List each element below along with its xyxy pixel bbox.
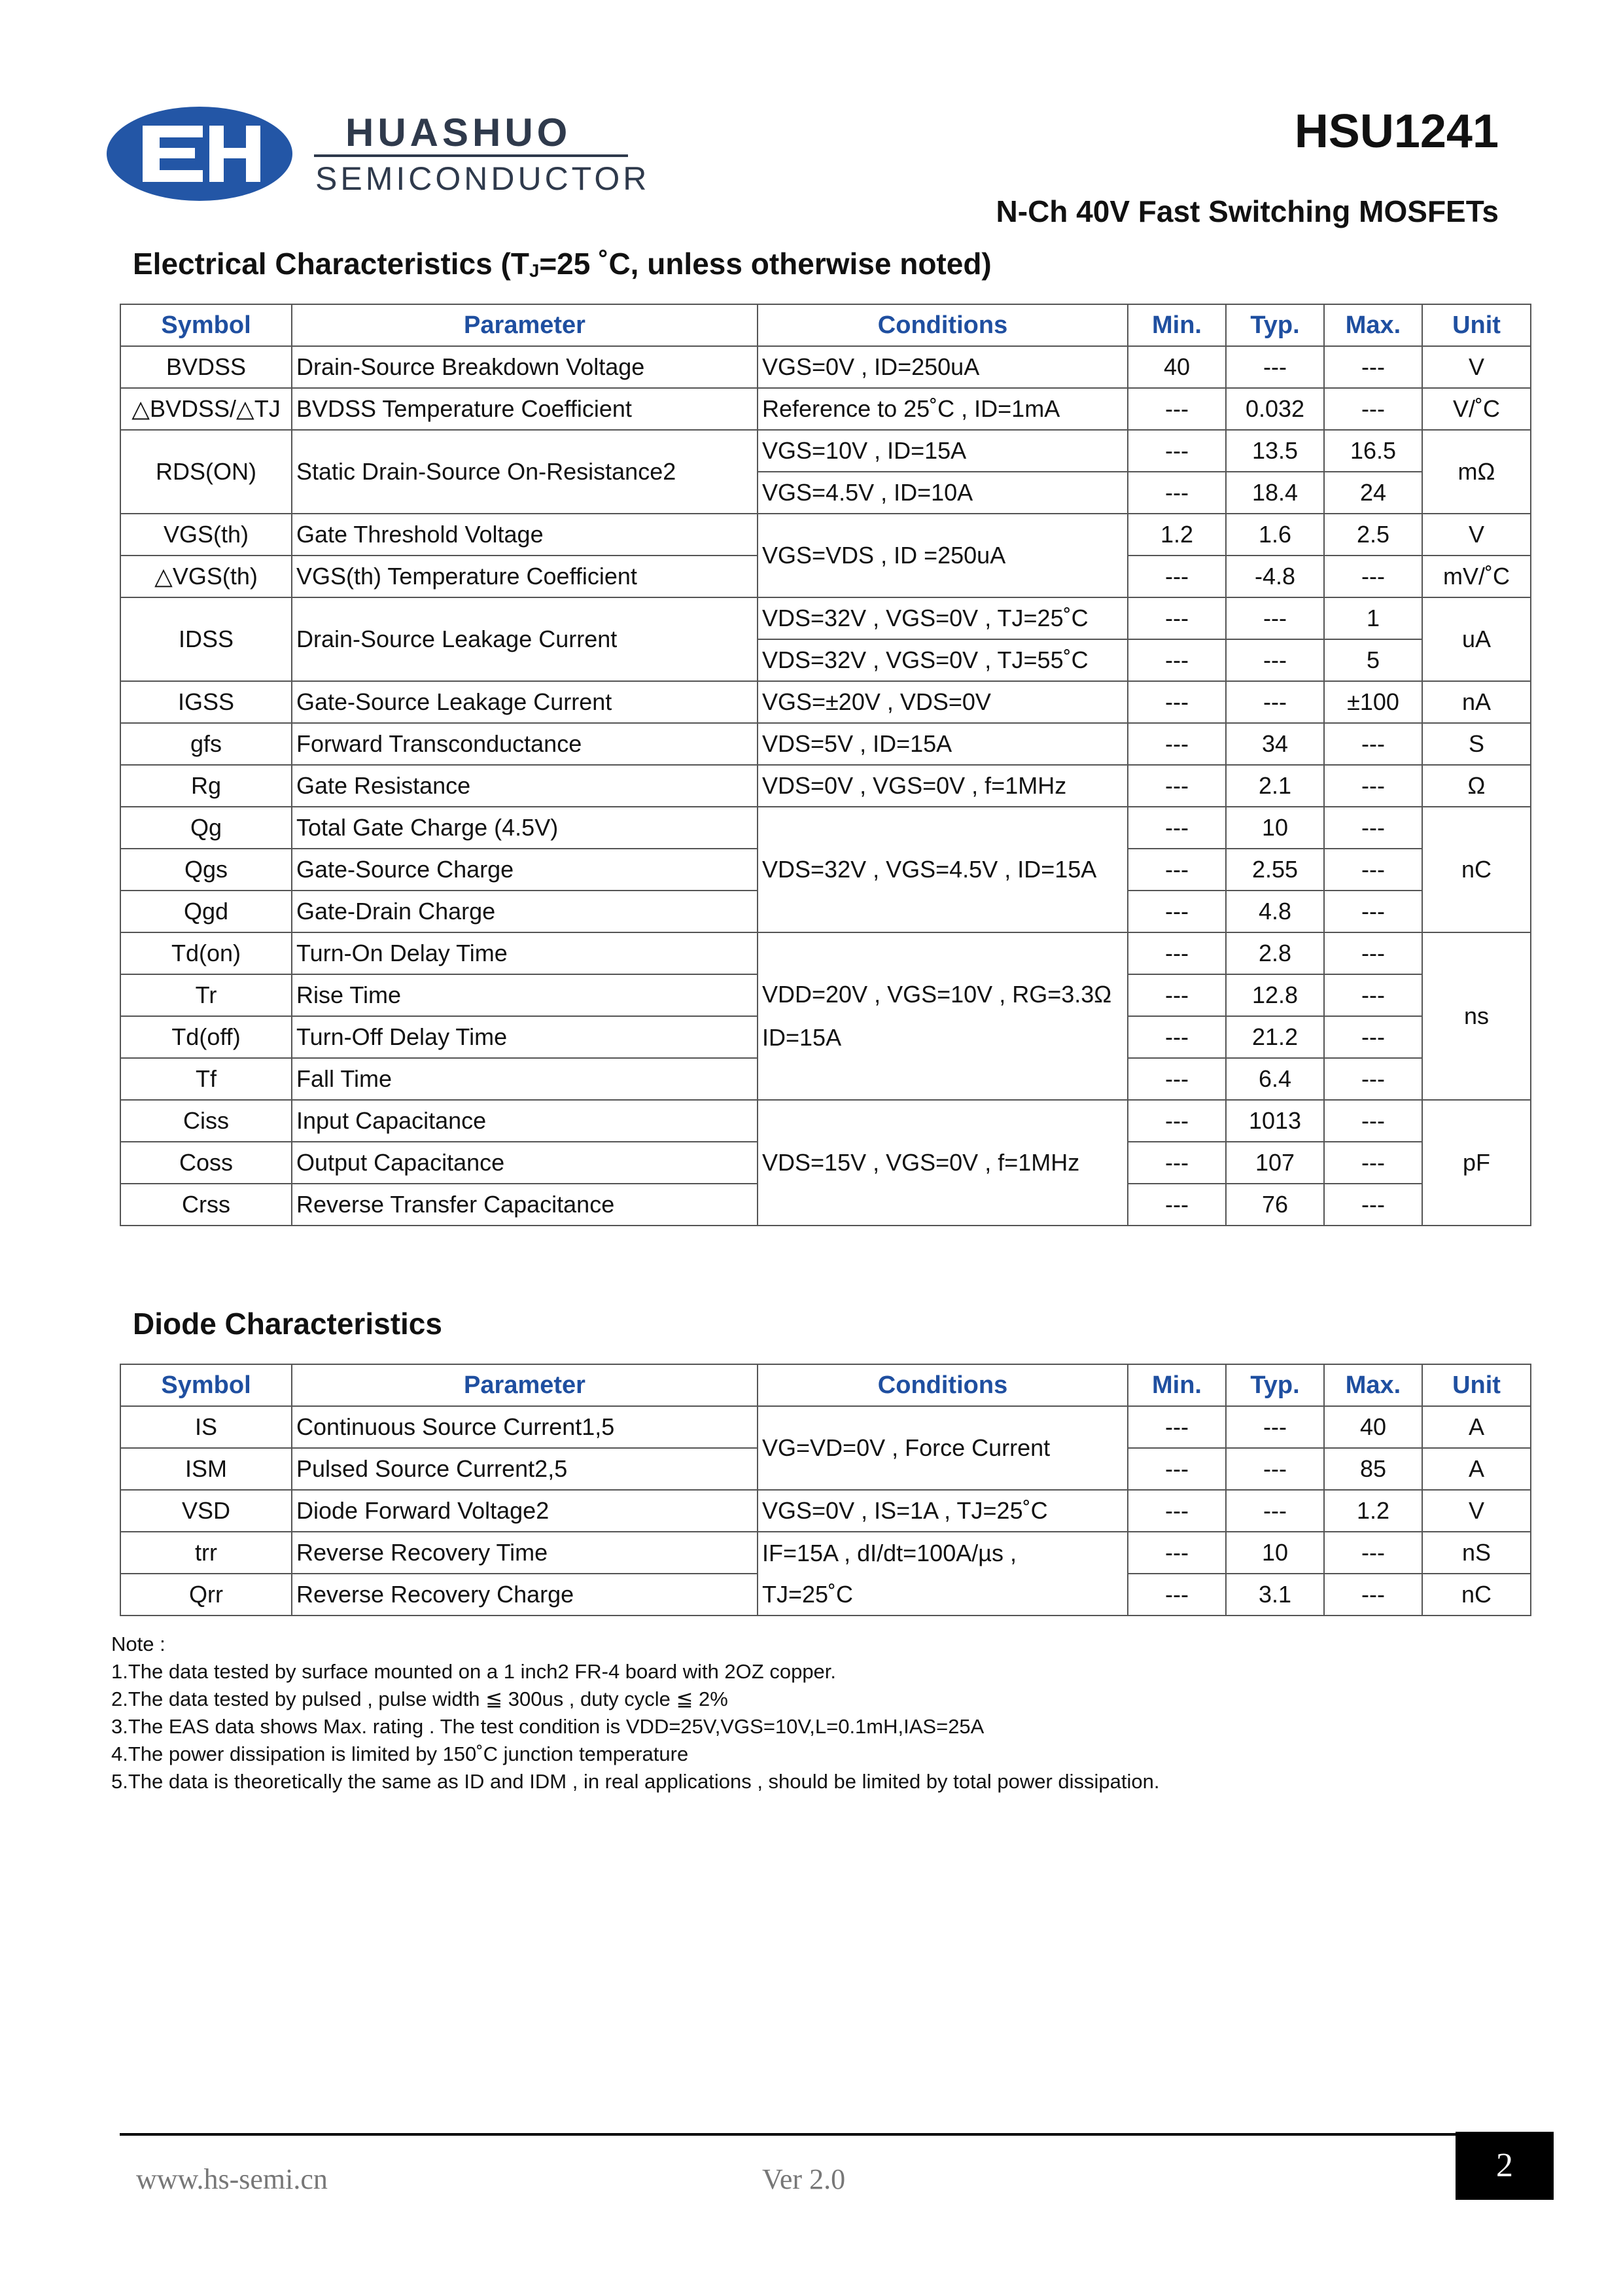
typ-cell: 3.1	[1226, 1574, 1324, 1616]
table-row	[120, 723, 1531, 765]
max-cell: 1.2	[1324, 1490, 1422, 1532]
typ-cell: 1.6	[1226, 514, 1324, 556]
unit-cell: nS	[1422, 1532, 1531, 1574]
symbol-cell: Qgs	[120, 849, 292, 891]
min-cell: ---	[1128, 1490, 1226, 1532]
min-cell: ---	[1128, 1142, 1226, 1184]
max-cell: ---	[1324, 932, 1422, 974]
min-cell: ---	[1128, 807, 1226, 849]
min-cell: ---	[1128, 1016, 1226, 1058]
unit-cell: nA	[1422, 681, 1531, 723]
max-cell: 2.5	[1324, 514, 1422, 556]
table-row	[120, 932, 1531, 974]
brand-subtitle: SEMICONDUCTOR	[315, 160, 650, 197]
parameter-cell: Reverse Transfer Capacitance	[292, 1184, 758, 1226]
symbol-cell: Tr	[120, 974, 292, 1016]
huashuo-logo-icon	[105, 105, 294, 203]
min-cell: ---	[1128, 723, 1226, 765]
typ-cell: 76	[1226, 1184, 1324, 1226]
symbol-cell: IDSS	[120, 597, 292, 681]
symbol-cell: △VGS(th)	[120, 556, 292, 597]
unit-cell: S	[1422, 723, 1531, 765]
typ-cell: 4.8	[1226, 891, 1324, 932]
unit-cell: mΩ	[1422, 430, 1531, 514]
parameter-cell: VGS(th) Temperature Coefficient	[292, 556, 758, 597]
electrical-table	[120, 304, 1531, 1226]
symbol-cell: gfs	[120, 723, 292, 765]
col-header: Min.	[1128, 1364, 1226, 1406]
symbol-cell: Td(on)	[120, 932, 292, 974]
note-item: 4.The power dissipation is limited by 150˚C junction temperature	[111, 1742, 689, 1765]
typ-cell: 13.5	[1226, 430, 1324, 472]
min-cell: ---	[1128, 430, 1226, 472]
symbol-cell: ISM	[120, 1448, 292, 1490]
min-cell: ---	[1128, 1100, 1226, 1142]
unit-cell: A	[1422, 1406, 1531, 1448]
unit-cell: V/˚C	[1422, 388, 1531, 430]
typ-cell: -4.8	[1226, 556, 1324, 597]
symbol-cell: IS	[120, 1406, 292, 1448]
table-row	[120, 1574, 1531, 1616]
parameter-cell: Turn-On Delay Time	[292, 932, 758, 974]
conditions-cell: VG=VD=0V , Force Current	[758, 1406, 1128, 1490]
min-cell: ---	[1128, 765, 1226, 807]
typ-cell: 107	[1226, 1142, 1324, 1184]
min-cell: ---	[1128, 1448, 1226, 1490]
symbol-cell: Qg	[120, 807, 292, 849]
footer-divider	[120, 2133, 1456, 2136]
min-cell: ---	[1128, 388, 1226, 430]
min-cell: ---	[1128, 932, 1226, 974]
table-row	[120, 1406, 1531, 1448]
table-row	[120, 346, 1531, 388]
table-row	[120, 514, 1531, 556]
max-cell: ---	[1324, 765, 1422, 807]
min-cell: ---	[1128, 639, 1226, 681]
typ-cell: 10	[1226, 1532, 1324, 1574]
max-cell: ---	[1324, 723, 1422, 765]
table-header-row	[120, 304, 1531, 346]
table-row	[120, 681, 1531, 723]
symbol-cell: VSD	[120, 1490, 292, 1532]
max-cell: ---	[1324, 1574, 1422, 1616]
max-cell: ---	[1324, 1058, 1422, 1100]
max-cell: ---	[1324, 1142, 1422, 1184]
col-header: Min.	[1128, 304, 1226, 346]
max-cell: 5	[1324, 639, 1422, 681]
max-cell: ---	[1324, 388, 1422, 430]
unit-cell: uA	[1422, 597, 1531, 681]
table-header-row	[120, 1364, 1531, 1406]
typ-cell: ---	[1226, 1448, 1324, 1490]
col-header: Unit	[1422, 304, 1531, 346]
symbol-cell: Qrr	[120, 1574, 292, 1616]
col-header: Unit	[1422, 1364, 1531, 1406]
unit-cell: V	[1422, 514, 1531, 556]
min-cell: ---	[1128, 1574, 1226, 1616]
max-cell: ---	[1324, 556, 1422, 597]
electrical-section-title: Electrical Characteristics ($T_J=25$ ˚C, unless otherwise noted)	[133, 247, 992, 281]
max-cell: ±100	[1324, 681, 1422, 723]
note-item: 3.The EAS data shows Max. rating . The test condition is VDD=25V,VGS=10V,L=0.1mH,IAS=25A	[111, 1715, 985, 1738]
parameter-cell: Gate-Source Leakage Current	[292, 681, 758, 723]
conditions-line: ID=15A	[762, 1024, 842, 1051]
conditions-cell: VDS=32V , VGS=0V , TJ=55˚C	[758, 639, 1128, 681]
unit-cell: nC	[1422, 807, 1531, 932]
typ-cell: 34	[1226, 723, 1324, 765]
col-header: Typ.	[1226, 1364, 1324, 1406]
typ-cell: ---	[1226, 346, 1324, 388]
table-row	[120, 1100, 1531, 1142]
symbol-cell: Td(off)	[120, 1016, 292, 1058]
max-cell: ---	[1324, 1532, 1422, 1574]
table-row	[120, 807, 1531, 849]
conditions-cell: TJ=25˚C	[758, 1574, 1128, 1616]
conditions-cell: VDS=15V , VGS=0V , f=1MHz	[758, 1100, 1128, 1226]
symbol-cell: △BVDSS/△TJ	[120, 388, 292, 430]
unit-cell: V	[1422, 1490, 1531, 1532]
min-cell: ---	[1128, 472, 1226, 514]
part-number: HSU1241	[1294, 105, 1499, 158]
min-cell: 1.2	[1128, 514, 1226, 556]
typ-cell: ---	[1226, 597, 1324, 639]
table-row	[120, 388, 1531, 430]
parameter-cell: Output Capacitance	[292, 1142, 758, 1184]
parameter-cell: Rise Time	[292, 974, 758, 1016]
parameter-cell: Gate-Drain Charge	[292, 891, 758, 932]
col-header: Max.	[1324, 304, 1422, 346]
max-cell: ---	[1324, 346, 1422, 388]
conditions-cell: IF=15A , dI/dt=100A/µs ,	[758, 1532, 1128, 1574]
parameter-cell: Gate Threshold Voltage	[292, 514, 758, 556]
symbol-cell: Qgd	[120, 891, 292, 932]
col-header: Symbol	[120, 1364, 292, 1406]
parameter-cell: Input Capacitance	[292, 1100, 758, 1142]
typ-cell: 2.1	[1226, 765, 1324, 807]
symbol-cell: trr	[120, 1532, 292, 1574]
unit-cell: Ω	[1422, 765, 1531, 807]
conditions-cell: VGS=±20V , VDS=0V	[758, 681, 1128, 723]
parameter-cell: BVDSS Temperature Coefficient	[292, 388, 758, 430]
typ-cell: ---	[1226, 681, 1324, 723]
min-cell: ---	[1128, 556, 1226, 597]
parameter-cell: Fall Time	[292, 1058, 758, 1100]
parameter-cell: Forward Transconductance	[292, 723, 758, 765]
conditions-cell: VDS=32V , VGS=4.5V , ID=15A	[758, 807, 1128, 932]
col-header: Max.	[1324, 1364, 1422, 1406]
unit-cell: A	[1422, 1448, 1531, 1490]
max-cell: ---	[1324, 1016, 1422, 1058]
col-header: Conditions	[758, 1364, 1128, 1406]
note-item: 1.The data tested by surface mounted on a 1 inch2 FR-4 board with 2OZ copper.	[111, 1660, 837, 1683]
conditions-cell: VDS=32V , VGS=0V , TJ=25˚C	[758, 597, 1128, 639]
unit-cell: nC	[1422, 1574, 1531, 1616]
min-cell: ---	[1128, 1532, 1226, 1574]
unit-cell: mV/˚C	[1422, 556, 1531, 597]
unit-cell: pF	[1422, 1100, 1531, 1226]
parameter-cell: Drain-Source Breakdown Voltage	[292, 346, 758, 388]
symbol-cell: Tf	[120, 1058, 292, 1100]
max-cell: ---	[1324, 807, 1422, 849]
symbol-cell: Crss	[120, 1184, 292, 1226]
max-cell: ---	[1324, 1100, 1422, 1142]
col-header: Parameter	[292, 304, 758, 346]
col-header: Typ.	[1226, 304, 1324, 346]
parameter-cell: Total Gate Charge (4.5V)	[292, 807, 758, 849]
typ-cell: 2.55	[1226, 849, 1324, 891]
parameter-cell: Diode Forward Voltage2	[292, 1490, 758, 1532]
conditions-cell: VDS=5V , ID=15A	[758, 723, 1128, 765]
symbol-cell: RDS(ON)	[120, 430, 292, 514]
page-number: 2	[1456, 2132, 1554, 2200]
diode-section-title: Diode Characteristics	[133, 1307, 442, 1341]
max-cell: 16.5	[1324, 430, 1422, 472]
max-cell: 1	[1324, 597, 1422, 639]
min-cell: ---	[1128, 681, 1226, 723]
typ-cell: 1013	[1226, 1100, 1324, 1142]
table-row	[120, 1490, 1531, 1532]
brand-divider	[314, 154, 628, 157]
brand-name: HUASHUO	[345, 111, 572, 154]
conditions-cell: VGS=4.5V , ID=10A	[758, 472, 1128, 514]
unit-cell: V	[1422, 346, 1531, 388]
conditions-cell	[758, 932, 1128, 1100]
typ-cell: 10	[1226, 807, 1324, 849]
parameter-cell: Turn-Off Delay Time	[292, 1016, 758, 1058]
min-cell: ---	[1128, 849, 1226, 891]
symbol-cell: Rg	[120, 765, 292, 807]
conditions-line: VDD=20V , VGS=10V , RG=3.3Ω	[762, 981, 1112, 1008]
parameter-cell: Reverse Recovery Charge	[292, 1574, 758, 1616]
symbol-cell: VGS(th)	[120, 514, 292, 556]
min-cell: ---	[1128, 597, 1226, 639]
min-cell: ---	[1128, 1406, 1226, 1448]
typ-cell: 0.032	[1226, 388, 1324, 430]
parameter-cell: Drain-Source Leakage Current	[292, 597, 758, 681]
table-row	[120, 597, 1531, 639]
table-row	[120, 430, 1531, 472]
note-item: 5.The data is theoretically the same as ID and IDM , in real applications , should be limited by total power dissipation.	[111, 1770, 1160, 1793]
typ-cell: 12.8	[1226, 974, 1324, 1016]
typ-cell: ---	[1226, 1406, 1324, 1448]
conditions-cell: VGS=10V , ID=15A	[758, 430, 1128, 472]
min-cell: 40	[1128, 346, 1226, 388]
table-row	[120, 765, 1531, 807]
table-row	[120, 1532, 1531, 1574]
col-header: Symbol	[120, 304, 292, 346]
typ-cell: 21.2	[1226, 1016, 1324, 1058]
notes-block	[111, 1631, 1160, 1795]
conditions-cell: VDS=0V , VGS=0V , f=1MHz	[758, 765, 1128, 807]
symbol-cell: Ciss	[120, 1100, 292, 1142]
max-cell: 40	[1324, 1406, 1422, 1448]
parameter-cell: Gate Resistance	[292, 765, 758, 807]
max-cell: ---	[1324, 974, 1422, 1016]
conditions-cell: VGS=VDS , ID =250uA	[758, 514, 1128, 597]
col-header: Conditions	[758, 304, 1128, 346]
parameter-cell: Continuous Source Current1,5	[292, 1406, 758, 1448]
min-cell: ---	[1128, 891, 1226, 932]
symbol-cell: BVDSS	[120, 346, 292, 388]
footer-version: Ver 2.0	[762, 2163, 846, 2195]
conditions-cell: VGS=0V , IS=1A , TJ=25˚C	[758, 1490, 1128, 1532]
min-cell: ---	[1128, 974, 1226, 1016]
typ-cell: 6.4	[1226, 1058, 1324, 1100]
conditions-cell: VGS=0V , ID=250uA	[758, 346, 1128, 388]
typ-cell: ---	[1226, 639, 1324, 681]
max-cell: 85	[1324, 1448, 1422, 1490]
typ-cell: ---	[1226, 1490, 1324, 1532]
symbol-cell: IGSS	[120, 681, 292, 723]
diode-table	[120, 1364, 1531, 1616]
parameter-cell: Static Drain-Source On-Resistance2	[292, 430, 758, 514]
symbol-cell: Coss	[120, 1142, 292, 1184]
typ-cell: 18.4	[1226, 472, 1324, 514]
parameter-cell: Reverse Recovery Time	[292, 1532, 758, 1574]
parameter-cell: Gate-Source Charge	[292, 849, 758, 891]
col-header: Parameter	[292, 1364, 758, 1406]
conditions-cell: Reference to 25˚C , ID=1mA	[758, 388, 1128, 430]
max-cell: ---	[1324, 1184, 1422, 1226]
max-cell: 24	[1324, 472, 1422, 514]
min-cell: ---	[1128, 1058, 1226, 1100]
min-cell: ---	[1128, 1184, 1226, 1226]
typ-cell: 2.8	[1226, 932, 1324, 974]
max-cell: ---	[1324, 849, 1422, 891]
note-item: 2.The data tested by pulsed , pulse width ≦ 300us , duty cycle ≦ 2%	[111, 1687, 728, 1710]
unit-cell: ns	[1422, 932, 1531, 1100]
document-subtitle: N-Ch 40V Fast Switching MOSFETs	[996, 194, 1499, 228]
max-cell: ---	[1324, 891, 1422, 932]
note-heading: Note :	[111, 1633, 166, 1655]
parameter-cell: Pulsed Source Current2,5	[292, 1448, 758, 1490]
footer-website-link[interactable]: www.hs-semi.cn	[136, 2163, 328, 2195]
